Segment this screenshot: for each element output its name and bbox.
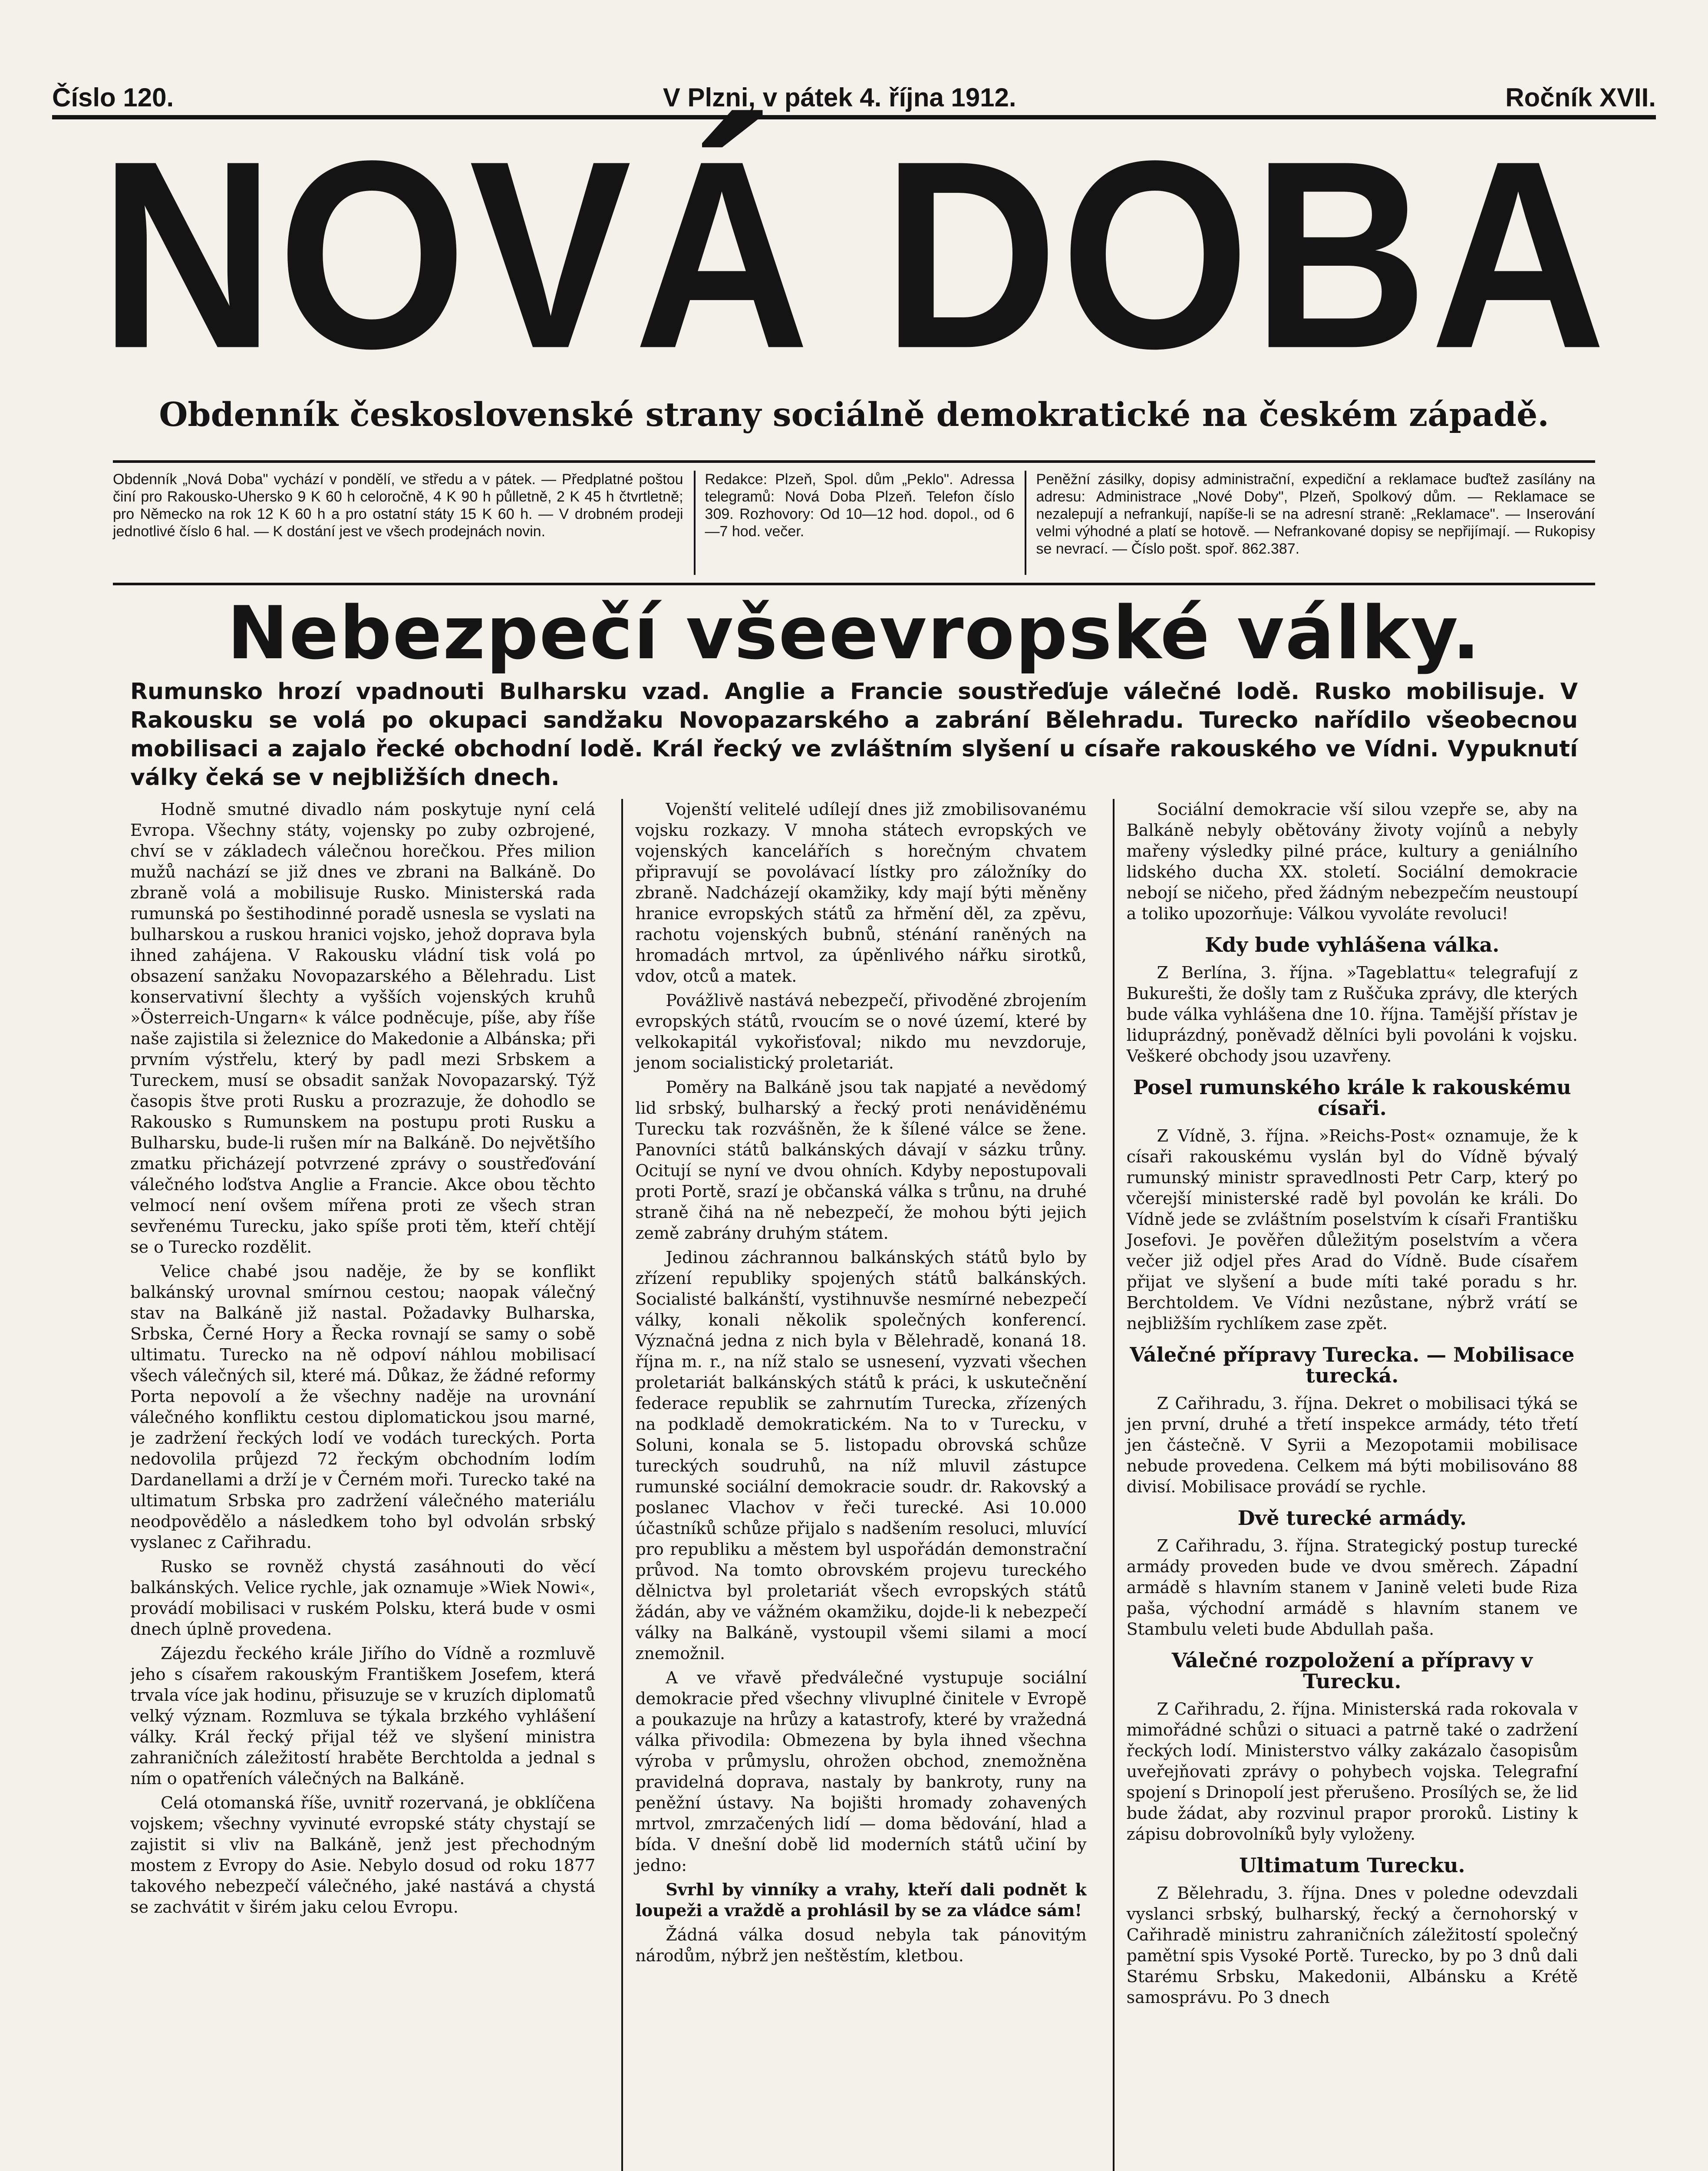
paragraph: Povážlivě nastává nebezpečí, přivoděné zbrojením evropských států, rvoucím se o nové území, které by velkokapitál vykořisťoval; nikdo mu nevzdoruje, jenom socialistický proletariát. xyxy=(635,991,1087,1072)
section-heading: Kdy bude vyhlášena válka. xyxy=(1205,933,1500,957)
paragraph: Vojenští velitelé udílejí dnes již zmobilisovanému vojsku rozkazy. V mnoha státech evropských ve vojenských kancelářích s horečným chvatem připravují se povolávací lístky pro záložníky do zbraně. Nadcházejí okamžiky, kdy mají býti měněny hranice evropských států za hřmění děl, za zpěvu, rachotu vojenských bubnů, sténání raněných na hromadách mrtvol, za úpěnlivého nářku sirotků, vdov, otců a matek. xyxy=(635,800,1087,986)
paragraph: Z Vídně, 3. října. »Reichs-Post« oznamuje, že k císaři rakouskému vyslán byl do Vídně bývalý rumunský ministr spravedlnosti Petr Carp, který po včerejší ministerské radě byl povolán ke králi. Do Vídně jede se zvláštním poselstvím k císaři Františku Josefovi. Je pověřen důležitým poselstvím a včera večer již odjel přes Arad do Vídně. Bude císařem přijat ve slyšení a bude míti také poradu s hr. Berchtoldem. Ve Vídni nezůstane, nýbrž vrátí se nejbližším rychlíkem zase zpět. xyxy=(1126,1126,1578,1333)
publication-info xyxy=(113,460,1595,585)
volume-number: Ročník XVII. xyxy=(1505,83,1656,112)
paragraph: Z Berlína, 3. října. »Tageblattu« telegrafují z Bukurešti, že došly tam z Ruščuka zprávy, dle kterých bude válka vyhlášena dne 10. října. Tamější přístav je liduprázdný, poněvadž dělníci byli povoláni k vojsku. Veškeré obchody jsou uzavřeny. xyxy=(1126,963,1578,1066)
paragraph: Hodně smutné divadlo nám poskytuje nyní celá Evropa. Všechny státy, vojensky po zuby ozbrojené, chví se v základech válečnou horečkou. Přes milion mužů nachází se již dnes ve zbrani na Balkáně. Do zbraně volá a mobilisuje Rusko. Ministerská rada rumunská po šestihodinné poradě usnesla se vyslati na bulharskou a ruskou hranici vojsko, jehož doprava byla ihned zahájena. V Rakousku vládní tisk volá po obsazení sanžaku Novopazarského a Bělehradu. List konservativní šlechty a vyšších vojenských kruhů »Österreich-Ungarn« k válce podněcuje, píše, aby říše naše zajistila si železnice do Makedonie a Albánska; při prvním výstřelu, který by padl mezi Srbskem a Tureckem, musí se obsadit sanžak Novopazarský. Týž časopis štve proti Rusku a prozrazuje, že dohodlo se Rakousko s Rumunskem na postupu proti Rusku a Bulharsku, bude-li rušen mír na Balkáně. Do největšího zmatku přicházejí potvrzené zprávy o soustřeďování válečného loďstva Anglie a Francie. Akce obou těchto velmocí není ovšem mířena proti ze všech stran sevřenému Turecku, jako spíše proti těm, kteří chtějí se o Turecko rozdělit. xyxy=(130,800,596,1257)
editorial-contact: Redakce: Plzeň, Spol. dům „Peklo". Adressa telegramů: Nová Doba Plzeň. Telefon číslo 309. Rozhovory: Od 10—12 hod. dopol., od 6—7 hod. večer. xyxy=(694,471,1015,575)
issue-date: V Plzni, v pátek 4. října 1912. xyxy=(663,83,1016,112)
paragraph: Zájezdu řeckého krále Jiřího do Vídně a rozmluvě jeho s císařem rakouským Františkem Josefem, která trvala více jak hodinu, přisuzuje se v kruzích diplomatů velký význam. Rozmluva se týkala brzkého vyhlášení války. Král řecký přijal též ve slyšení ministra zahraničních záležitostí hraběte Berchtolda a jednal s ním o opatřeních válečných na Balkáně. xyxy=(130,1644,596,1788)
section-heading: Dvě turecké armády. xyxy=(1237,1506,1467,1530)
subscription-info: Obdenník „Nová Doba" vychází v pondělí, ve středu a v pátek. — Předplatné poštou činí pro Rakousko-Uhersko 9 K 60 h celoročně, 4 K 90 h půlletně, 2 K 45 h čtvrtletně; pro Německo na rok 12 K 60 h a pro ostatní státy 15 K 60 h. — V drobném prodeji jednotlivé číslo 6 hal. — K dostání jest ve všech prodejnách novin. xyxy=(113,471,683,540)
main-headline: Nebezpečí všeevropské války. xyxy=(227,591,1481,676)
paragraph: Jedinou záchrannou balkánských států bylo by zřízení republiky spojených států balkánských. Socialisté balkánští, vystihnuvše nesmírné nebezpečí války, konali několik společných konferencí. Význačná jedna z nich byla v Bělehradě, konaná 18. října m. r., na níž stalo se usnesení, vyzvati všechen proletariát balkánských států k práci, k uskutečnění federace republik se zahrnutím Turecka, zřízených na podkladě demokratickém. Na to v Turecku, v Soluni, konala se 5. listopadu obrovská schůze tureckých soudruhů, na níž mluvil zástupce rumunské sociální demokracie soudr. dr. Rakovský a poslanec Vlachov v řeči turecké. Asi 10.000 účastníků schůze přijalo s nadšením resoluci, mluvící pro republiku a městem byl uspořádán demonstrační průvod. Na tomto obrovském projevu tureckého dělnictva byl proletariát všech evropských států žádán, aby ve vážném okamžiku, dojde-li k nebezpečí války na Balkáně, vystoupil všemi silami a mocí znemožnil. xyxy=(635,1248,1087,1663)
paragraph: Žádná válka dosud nebyla tak pánovitým národům, nýbrž jen neštěstím, kletbou. xyxy=(635,1925,1087,1965)
paragraph: Z Cařihradu, 2. října. Ministerská rada rokovala v mimořádné schůzi o situaci a patrně také o zadržení řeckých lodí. Ministerstvo války zakázalo časopisům uveřejňovati zprávy o pohybech vojska. Telegrafní spojení s Drinopolí jest přerušeno. Prosílých se, že lid bude žádat, aby rozvinul prapor proroků. Listiny k zápisu dobrovolníků byly vyloženy. xyxy=(1126,1699,1578,1844)
masthead-subtitle: Obdenník československé strany sociálně demokratické na českém západě. xyxy=(159,395,1549,434)
article-column-1 xyxy=(130,799,595,2171)
paragraph: Celá otomanská říše, uvnitř rozervaná, je obklíčena vojskem; všechny vyvinuté evropské státy chystají se zajistit si vliv na Balkáně, jenž jest přechodným mostem z Evropy do Asie. Nebylo dosud od roku 1877 takového nebezpečí válečného, jaké nastává a chystá se zachvátit v širém jaku celou Evropu. xyxy=(130,1793,596,1917)
paragraph: Velice chabé jsou naděje, že by se konflikt balkánský urovnal smírnou cestou; naopak válečný stav na Balkáně již nastal. Požadavky Bulharska, Srbska, Černé Hory a Řecka rovnají se samy o sobě ultimatu. Turecko na ně odpoví náhlou mobilisací všech válečných sil, které má. Důkaz, že žádné reformy Porta nepovolí a že všechny naděje na urovnání válečného konfliktu cestou diplomatickou jsou marné, je zadržení řeckých lodí ve vodách tureckých. Porta nedovolila průjezd 72 řeckým obchodním lodím Dardanellami a drží je v Černém moři. Turecko také na ultimatum Srbska pro zadržení válečného materiálu neodpovědělo a následkem toho byl odvolán srbský vyslanec z Cařihradu. xyxy=(130,1262,596,1552)
section-heading: Ultimatum Turecku. xyxy=(1239,1854,1465,1877)
article-column-3 xyxy=(1113,799,1578,2171)
masthead-title: NOVÁ DOBA xyxy=(99,105,1609,404)
article-column-2 xyxy=(621,799,1086,2171)
paragraph: Sociální demokracie vší silou vzepře se, aby na Balkáně nebyly obětovány životy vojínů a nebyly mařeny výsledky pilné práce, kultury a geniálního lidského ducha XX. století. Sociální demokracie nebojí se ničeho, před žádným nebezpečím neustoupí a toliko upozorňuje: Válkou vyvoláte revoluci! xyxy=(1126,800,1578,923)
paragraph: Z Bělehradu, 3. října. Dnes v poledne odevzdali vyslanci srbský, bulharský, řecký a černohorský v Cařihradě ministru zahraničních záležitostí společný pamětní spis Vysoké Portě. Turecko, by po 3 dnů dali Starému Srbsku, Makedonii, Albánsku a Krétě samosprávu. Po 3 dnech xyxy=(1126,1884,1578,2007)
section-heading: Posel rumunského krále k rakouskému císaři. xyxy=(1133,1076,1571,1120)
article-columns xyxy=(130,799,1578,2171)
section-heading: Válečné přípravy Turecka. — Mobilisace turecká. xyxy=(1130,1343,1575,1387)
headline-deck: Rumunsko hrozí vpadnouti Bulharsku vzad. Anglie a Francie soustřeďuje válečné lodě. Rusko mobilisuje. V Rakousku se volá po okupaci sandžaku Novopazarského a zabrání Bělehradu. Turecko nařídilo všeobecnou mobilisaci a zajalo řecké obchodní lodě. Král řecký ve zvláštním slyšení u císaře rakouského ve Vídni. Vypuknutí války čeká se v nejbližších dnech. xyxy=(130,679,1578,791)
paragraph: Z Cařihradu, 3. října. Strategický postup turecké armády proveden bude ve dvou směrech. Západní armádě s hlavním stanem v Janině veleti bude Riza paša, východní armádě s hlavním stanem ve Stambulu veleti bude Abdullah paša. xyxy=(1126,1536,1578,1639)
administration-info: Peněžní zásilky, dopisy administrační, expediční a reklamace buďtež zasílány na adresu: Administrace „Nové Doby", Plzeň, Spolkový dům. — Reklamace se nezalepují a nefrankují, napíše-li se na adresní straně: „Reklamace". — Inserování velmi výhodné a platí se hotově. — Nefrankované dopisy se nepřijímají. — Rukopisy se nevrací. — Číslo pošt. spoř. 862.387. xyxy=(1025,471,1595,575)
section-heading: Válečné rozpoložení a přípravy v Turecku. xyxy=(1171,1649,1533,1693)
issue-number: Číslo 120. xyxy=(52,83,174,112)
paragraph: Z Cařihradu, 3. října. Dekret o mobilisaci týká se jen první, druhé a třetí inspekce armády, této třetí jen částečně. V Syrii a Mezopotamii mobilisace nebude provedena. Celkem má býti mobilisováno 88 divisí. Mobilisace provádí se rychle. xyxy=(1126,1394,1578,1496)
paragraph: Poměry na Balkáně jsou tak napjaté a nevědomý lid srbský, bulharský a řecký proti nenáviděnému Turecku tak rozvášněn, že k šílené válce se žene. Panovníci států balkánských dávají v sázku trůny. Ocitují se nyní ve dvou ohních. Kdyby nepostupovali proti Portě, srazí je občanská válka s trůnu, na druhé straně čihá na ně nebezpečí, že mohou býti jejich země zabrány druhým státem. xyxy=(635,1078,1087,1243)
paragraph: Rusko se rovněž chystá zasáhnouti do věcí balkánských. Velice rychle, jak oznamuje »Wiek Nowi«, provádí mobilisaci v ruském Polsku, která bude v osmi dnech úplně provedena. xyxy=(130,1557,596,1639)
paragraph: Svrhl by vinníky a vrahy, kteří dali podnět k loupeži a vraždě a prohlásil by se za vládce sám! xyxy=(635,1880,1087,1920)
paragraph: A ve vřavě předválečné vystupuje sociální demokracie před všechny vlivuplné činitele v Evropě a poukazuje na hrůzy a katastrofy, které by vražedná válka přivodila: Obmezena by byla ihned všechna výroba v průmyslu, ohrožen obchod, znemožněna pravidelná doprava, nastaly by bankroty, runy na peněžní ústavy. Na bojišti hromady zohavených mrtvol, zmrzačených lidí — doma bědování, hlad a bída. V dnešní době lid moderních států učiní by jedno: xyxy=(635,1668,1087,1875)
